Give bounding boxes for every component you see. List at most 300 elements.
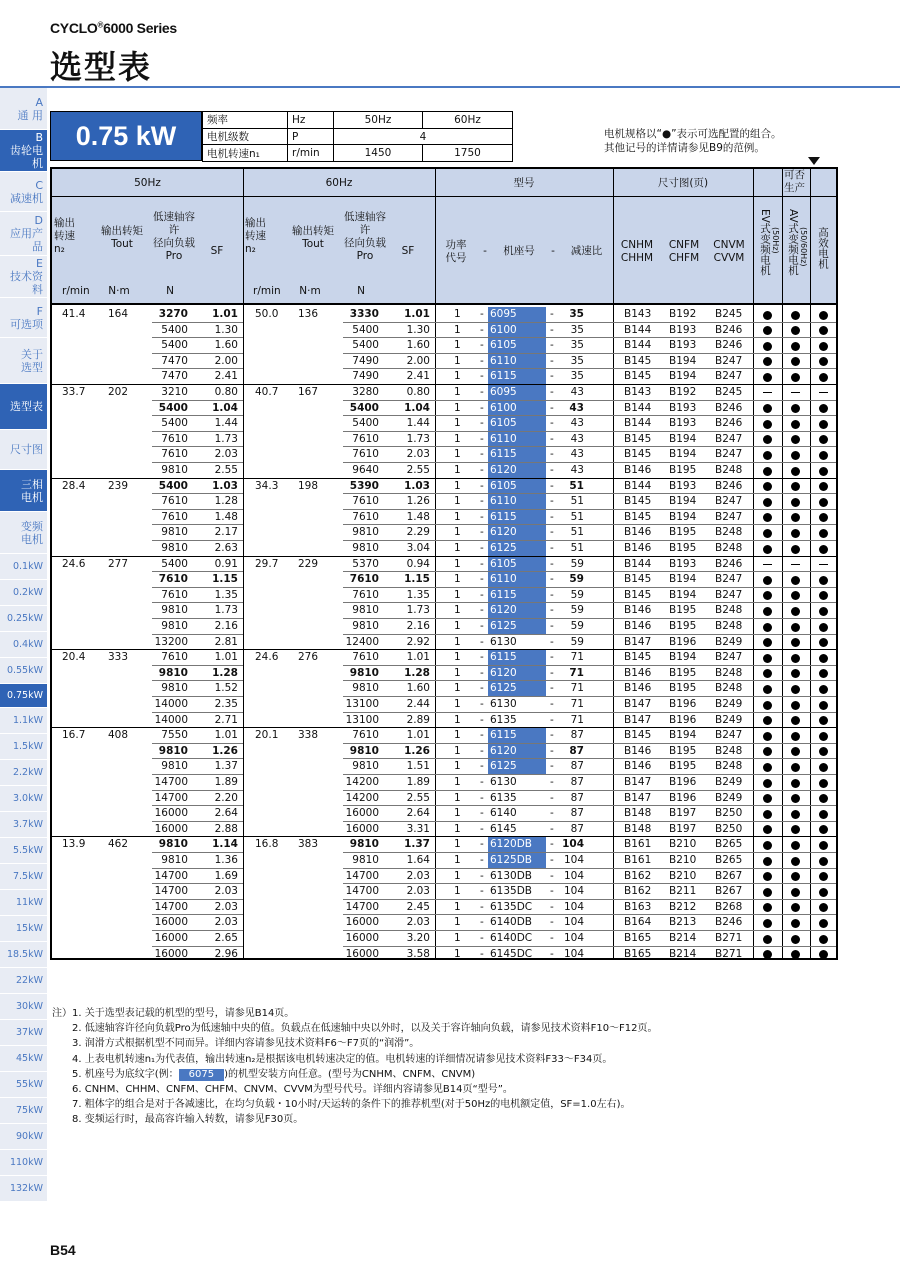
radial-load-60: 7610 (352, 588, 379, 601)
dim-page-2: B195 (669, 620, 697, 632)
availability-dot-icon (791, 482, 800, 491)
sidebar-item[interactable] (0, 130, 47, 172)
dash: - (480, 698, 484, 710)
availability-dot-icon (819, 888, 828, 897)
dim-page-2: B194 (669, 448, 697, 461)
sidebar-item[interactable] (0, 864, 47, 890)
availability-dot-icon (791, 623, 800, 632)
reduction-ratio: 71 (570, 651, 584, 664)
service-factor-50: 1.28 (214, 495, 238, 508)
service-factor-60: 1.04 (404, 401, 430, 414)
dash: - (480, 900, 484, 913)
dim-page-1: B147 (624, 713, 652, 726)
service-factor-50: 2.96 (214, 947, 238, 960)
dim-page-3: B247 (715, 651, 743, 664)
sidebar-item-label: 0.75kW (6, 690, 43, 701)
service-factor-60: 2.03 (406, 916, 430, 929)
header-av-sub: (50/60Hz) (799, 227, 808, 267)
power-code: 1 (454, 932, 461, 944)
dim-page-1: B162 (624, 885, 652, 898)
dim-page-3: B248 (715, 744, 743, 757)
availability-dot-icon (819, 545, 828, 554)
dim-page-1: B144 (624, 339, 652, 352)
power-code: 1 (454, 370, 461, 383)
dim-page-2: B193 (669, 557, 697, 570)
availability-dot-icon (763, 825, 772, 834)
frame-number: 6125 (490, 542, 517, 554)
dim-page-2: B212 (669, 900, 697, 913)
service-factor-60: 1.01 (406, 729, 430, 742)
header-dash: - (551, 245, 555, 257)
power-code: 1 (454, 729, 461, 742)
dim-page-3: B246 (715, 916, 743, 929)
availability-dot-icon (791, 716, 800, 725)
sidebar-item-label: F (36, 304, 43, 318)
output-torque-60: 136 (298, 308, 319, 320)
radial-load-50: 7610 (161, 448, 188, 461)
availability-dot-icon (791, 701, 800, 710)
sidebar-item[interactable] (0, 470, 47, 512)
radial-load-50: 5400 (161, 339, 188, 352)
dash: - (480, 401, 484, 414)
sidebar-item[interactable] (0, 734, 47, 760)
dash: - (550, 791, 554, 804)
power-code: 1 (454, 900, 461, 913)
service-factor-50: 1.36 (214, 854, 238, 866)
sidebar-item-label: 3.7kW (12, 819, 43, 830)
availability-dot-icon (791, 669, 800, 678)
radial-load-50: 9810 (161, 682, 188, 695)
output-torque-60: 229 (298, 557, 319, 570)
sidebar-item-label: 30kW (16, 1001, 43, 1012)
availability-dot-icon (763, 404, 772, 413)
service-factor-60: 1.26 (406, 495, 430, 508)
dim-page-1: B143 (624, 386, 652, 398)
service-factor-60: 1.73 (406, 604, 430, 617)
reduction-ratio: 43 (569, 401, 584, 414)
availability-dot-icon (791, 888, 800, 897)
dim-page-3: B249 (715, 698, 743, 710)
dash: - (550, 370, 554, 383)
sidebar-item-label: 90kW (16, 1131, 43, 1142)
dim-page-1: B163 (624, 900, 652, 913)
service-factor-50: 1.28 (212, 666, 238, 679)
dash: - (550, 354, 554, 367)
frame-number: 6120 (490, 666, 517, 679)
radial-load-50: 16000 (154, 932, 188, 944)
sidebar-item[interactable] (0, 384, 47, 430)
sidebar-item[interactable] (0, 212, 47, 256)
availability-dot-icon (791, 872, 800, 881)
reduction-ratio: 35 (570, 370, 584, 383)
availability-dot-icon (791, 451, 800, 460)
availability-dot-icon (763, 623, 772, 632)
power-code: 1 (454, 776, 461, 788)
column-divider (810, 169, 811, 958)
dash: - (550, 542, 554, 554)
column-divider (243, 169, 244, 958)
dim-page-1: B144 (624, 401, 652, 414)
dim-page-3: B246 (715, 323, 743, 336)
dim-page-2: B195 (669, 526, 697, 539)
service-factor-60: 1.37 (404, 838, 430, 851)
dim-page-3: B248 (715, 526, 743, 539)
availability-dot-icon (763, 841, 772, 850)
radial-load-50: 14700 (154, 791, 188, 804)
service-factor-50: 0.91 (214, 557, 238, 570)
sidebar-item-label: 7.5kW (12, 871, 43, 882)
service-factor-50: 1.04 (212, 401, 238, 414)
dim-page-1: B144 (624, 417, 652, 430)
header-dim-3: CNVM CVVM (713, 239, 745, 264)
radial-load-60: 7610 (352, 448, 379, 461)
availability-dot-icon (819, 685, 828, 694)
availability-dot-icon (763, 638, 772, 647)
reduction-ratio: 104 (562, 838, 584, 851)
frame-number: 6120 (490, 464, 517, 476)
availability-dot-icon (819, 669, 828, 678)
output-speed-50: 16.7 (62, 729, 86, 742)
reduction-ratio: 35 (570, 339, 584, 352)
dim-page-3: B271 (715, 932, 743, 944)
dim-page-3: B249 (715, 713, 743, 726)
sidebar-item[interactable] (0, 684, 47, 708)
availability-dot-icon (763, 576, 772, 585)
dim-page-1: B146 (624, 604, 652, 617)
availability-dot-icon (791, 794, 800, 803)
dim-page-1: B146 (624, 666, 652, 679)
frame-number: 6125 (490, 682, 517, 695)
reduction-ratio: 35 (570, 323, 584, 336)
dash: - (480, 542, 484, 554)
sidebar-item[interactable] (0, 1046, 47, 1072)
output-speed-50: 20.4 (62, 651, 86, 664)
dash: - (550, 885, 554, 898)
radial-load-50: 14000 (154, 713, 188, 726)
availability-dot-icon (763, 888, 772, 897)
sidebar-item[interactable] (0, 256, 47, 298)
sidebar-item[interactable] (0, 1176, 47, 1202)
availability-dot-icon (791, 919, 800, 928)
service-factor-60: 1.44 (406, 417, 430, 430)
sidebar-item[interactable] (0, 786, 47, 812)
availability-dot-icon (819, 732, 828, 741)
radial-load-50: 7610 (161, 510, 188, 523)
dash: - (480, 947, 484, 960)
availability-dot-icon (763, 763, 772, 772)
dim-page-3: B249 (715, 635, 743, 648)
header-av: AV式变频电机 (787, 209, 799, 276)
sidebar-item[interactable] (0, 1150, 47, 1176)
symbol-note: 电机规格以“●”表示可选配置的组合。 其他记号的详情请参见B9的范例。 (604, 128, 782, 154)
availability-dot-icon (819, 591, 828, 600)
radial-load-50: 14000 (154, 698, 188, 710)
service-factor-60: 2.45 (406, 900, 430, 913)
note-item: 4. 上表电机转速n₁为代表值，输出转速n₂是根据该电机转速决定的值。电机转速的详细情况请参见技术资料F33～F34页。 (72, 1053, 613, 1065)
dim-page-1: B146 (624, 682, 652, 695)
dash: - (480, 495, 484, 508)
dim-page-3: B248 (715, 682, 743, 695)
dash: - (550, 479, 554, 492)
dim-page-2: B195 (669, 760, 697, 773)
dim-page-1: B147 (624, 776, 652, 788)
dash: - (480, 807, 484, 820)
availability-dot-icon (819, 794, 828, 803)
radial-load-50: 3270 (158, 308, 188, 320)
dim-page-2: B196 (669, 698, 697, 710)
dim-page-1: B148 (624, 822, 652, 835)
service-factor-50: 1.44 (214, 417, 238, 430)
frame-number: 6115 (490, 651, 517, 664)
dash: - (480, 729, 484, 742)
reduction-ratio: 87 (570, 807, 584, 820)
availability-dot-icon (763, 513, 772, 522)
radial-load-60: 9810 (352, 542, 379, 554)
dash: - (480, 682, 484, 695)
frame-number: 6100 (490, 323, 517, 336)
radial-load-60: 7490 (352, 370, 379, 383)
dash: - (550, 776, 554, 788)
availability-dot-icon (763, 607, 772, 616)
frame-number: 6120 (490, 604, 517, 617)
sidebar-item[interactable] (0, 172, 47, 212)
service-factor-50: 0.80 (214, 386, 238, 398)
availability-dot-icon (763, 482, 772, 491)
radial-load-60: 7610 (352, 495, 379, 508)
service-factor-50: 2.17 (214, 526, 238, 539)
sidebar-item[interactable] (0, 1098, 47, 1124)
sidebar-item[interactable] (0, 708, 47, 734)
availability-dot-icon (819, 747, 828, 756)
service-factor-60: 2.89 (406, 713, 430, 726)
dim-page-1: B146 (624, 620, 652, 632)
sidebar-item[interactable] (0, 298, 47, 338)
radial-load-50: 5400 (161, 417, 188, 430)
radial-load-50: 9810 (161, 760, 188, 773)
sidebar-item[interactable] (0, 1124, 47, 1150)
sidebar-item[interactable] (0, 606, 47, 632)
availability-dot-icon (819, 607, 828, 616)
radial-load-50: 7470 (161, 354, 188, 367)
availability-dot-icon (791, 607, 800, 616)
notes: 注） 1. 关于选型表记载的机型的型号，请参见B14页。 2. 低速轴容许径向负载Pro为低速轴中央的值。负载点在低速轴中央以外时，以及关于容许轴向负载，请参见技术资料F10～F12页。 3. 润滑方式根据机型不同而异。详细内容请参见技术资料F6～F7页的“润滑”。 4. 上表电机转速n₁为代表值，输出转速n₂是根据该电机转速决定的值。电机转速的详细情况请参见技术资料F33～F34页。 5. 机座号为底纹字(例： 6075 )的机型安装方向任意。(型号为CNHM、CNFM、CNVM) 6. CNHM、CHHM、CNFM、CHFM、CNVM、CVVM为型号代号。详细内容请参见B14页“型号”。 7. 粗体字的组合是对于各减速比，在均匀负载・10小时/天运转的条件下的推荐机型(对于50Hz的电机额定值，SF=1.0左右)。 8. 变频运行时，最高容许输入转数，请参见F30页。 (52, 1006, 658, 1128)
service-factor-60: 1.01 (404, 308, 430, 320)
sidebar-item[interactable] (0, 580, 47, 606)
output-torque-50: 239 (108, 479, 129, 492)
availability-dot-icon (763, 779, 772, 788)
service-factor-50: 2.00 (214, 354, 238, 367)
sidebar-item[interactable] (0, 338, 47, 384)
sidebar-item[interactable] (0, 942, 47, 968)
frame-number: 6115 (490, 510, 517, 523)
reduction-ratio: 43 (570, 464, 584, 476)
radial-load-60: 16000 (345, 932, 379, 944)
dim-page-2: B195 (669, 682, 697, 695)
header-rule (0, 86, 900, 88)
service-factor-60: 1.15 (404, 573, 430, 586)
frame-number: 6135 (490, 713, 517, 726)
power-code: 1 (454, 495, 461, 508)
dash: - (550, 744, 554, 757)
unit-speed: r/min (253, 285, 281, 297)
radial-load-60: 5400 (352, 323, 379, 336)
power-code: 1 (454, 354, 461, 367)
output-torque-60: 276 (298, 651, 319, 664)
dash: - (480, 464, 484, 476)
service-factor-50: 1.01 (212, 308, 238, 320)
frame-number: 6095 (490, 308, 517, 320)
sidebar-item[interactable] (0, 658, 47, 684)
sidebar-item[interactable] (0, 812, 47, 838)
sidebar-item[interactable] (0, 1072, 47, 1098)
dim-page-3: B271 (715, 947, 743, 960)
reduction-ratio: 104 (563, 885, 584, 898)
sidebar-item[interactable] (0, 838, 47, 864)
service-factor-50: 2.03 (214, 448, 238, 461)
sidebar-item[interactable] (0, 512, 47, 554)
availability-dash-icon (763, 392, 772, 393)
sidebar-item-label: 0.55kW (6, 665, 43, 676)
radial-load-50: 9810 (161, 620, 188, 632)
header-ev-sub: (50Hz) (771, 227, 780, 254)
radial-load-60: 3330 (349, 308, 379, 320)
sidebar-item[interactable] (0, 916, 47, 942)
frame-number: 6135 (490, 791, 517, 804)
service-factor-60: 0.80 (406, 386, 430, 398)
radial-load-50: 9810 (161, 542, 188, 554)
sidebar-item-label: D (34, 214, 43, 227)
radial-load-50: 5400 (161, 323, 188, 336)
frame-number: 6100 (490, 401, 517, 414)
service-factor-60: 3.20 (406, 932, 430, 944)
sidebar-item[interactable] (0, 430, 47, 470)
dim-page-2: B194 (669, 495, 697, 508)
unit-torque: N·m (299, 285, 321, 297)
availability-dot-icon (791, 747, 800, 756)
service-factor-50: 1.26 (212, 744, 238, 757)
output-torque-50: 164 (108, 308, 129, 320)
header-power-code: 功率 代号 (445, 239, 467, 264)
dash: - (550, 401, 554, 414)
dim-page-3: B246 (715, 557, 743, 570)
reduction-ratio: 59 (570, 604, 584, 617)
output-speed-60: 20.1 (255, 729, 279, 742)
dim-page-3: B247 (715, 729, 743, 742)
radial-load-60: 14700 (345, 869, 379, 882)
header-ev: EV式变频电机 (759, 209, 771, 276)
dim-page-3: B248 (715, 666, 743, 679)
sidebar-item[interactable] (0, 968, 47, 994)
service-factor-50: 1.15 (212, 573, 238, 586)
note-item: 3. 润滑方式根据机型不同而异。详细内容请参见技术资料F6～F7页的“润滑”。 (72, 1038, 420, 1050)
service-factor-50: 2.88 (214, 822, 238, 835)
radial-load-50: 7610 (161, 432, 188, 445)
radial-load-50: 9810 (161, 604, 188, 617)
dash: - (550, 557, 554, 570)
reduction-ratio: 51 (570, 495, 584, 508)
dash: - (550, 526, 554, 539)
dash: - (550, 900, 554, 913)
sidebar-item-label: C (35, 178, 43, 192)
frame-number: 6125 (490, 620, 517, 632)
dim-page-2: B194 (669, 588, 697, 601)
sidebar-item[interactable] (0, 890, 47, 916)
reduction-ratio: 59 (570, 588, 584, 601)
availability-dash-icon (791, 392, 800, 393)
sidebar-item-label: 关于 (21, 347, 43, 361)
reduction-ratio: 59 (570, 557, 584, 570)
sidebar-item-label: 选型表 (10, 400, 43, 413)
availability-dot-icon (819, 903, 828, 912)
power-code: 1 (454, 526, 461, 539)
service-factor-60: 3.58 (406, 947, 430, 960)
reduction-ratio: 104 (563, 854, 584, 866)
availability-dot-icon (763, 716, 772, 725)
dim-page-1: B145 (624, 729, 652, 742)
dim-page-2: B194 (669, 573, 697, 586)
frame-number: 6145DC (490, 947, 533, 960)
sidebar-item[interactable] (0, 994, 47, 1020)
sidebar-item-label: 75kW (16, 1105, 43, 1116)
reduction-ratio: 71 (570, 713, 584, 726)
power-code: 1 (454, 464, 461, 476)
sidebar-item[interactable] (0, 88, 47, 130)
reduction-ratio: 87 (570, 791, 584, 804)
sidebar-item-label: A (35, 95, 43, 109)
radial-load-50: 7610 (158, 573, 188, 586)
frame-number: 6130 (490, 698, 517, 710)
service-factor-60: 1.35 (406, 588, 430, 601)
sidebar-item[interactable] (0, 632, 47, 658)
availability-dot-icon (791, 779, 800, 788)
reduction-ratio: 43 (570, 448, 584, 461)
header-divider (753, 196, 836, 197)
note-item: 2. 低速轴容许径向负载Pro为低速轴中央的值。负载点在低速轴中央以外时，以及关于容许轴向负载，请参见技术资料F10～F12页。 (72, 1023, 658, 1035)
output-speed-60: 16.8 (255, 838, 279, 851)
dim-page-3: B265 (715, 838, 743, 851)
radial-load-50: 7550 (161, 729, 188, 742)
frame-number: 6135DB (490, 885, 533, 898)
dim-page-3: B249 (715, 791, 743, 804)
dash: - (480, 432, 484, 445)
service-factor-60: 2.29 (406, 526, 430, 539)
power-code: 1 (454, 401, 461, 414)
availability-dot-icon (819, 779, 828, 788)
dash: - (550, 308, 554, 320)
output-torque-50: 202 (108, 386, 129, 398)
availability-dot-icon (819, 311, 828, 320)
power-code: 1 (454, 854, 461, 866)
radial-load-60: 5390 (349, 479, 379, 492)
sidebar-item[interactable] (0, 1020, 47, 1046)
header-speed: 输出 转速 n₂ (54, 217, 75, 255)
sidebar-item[interactable] (0, 554, 47, 580)
dim-page-3: B248 (715, 760, 743, 773)
dim-page-1: B165 (624, 947, 652, 960)
power-code: 1 (454, 698, 461, 710)
dim-page-3: B246 (715, 479, 743, 492)
sidebar-item[interactable] (0, 760, 47, 786)
header-rule-bottom (52, 303, 836, 305)
power-code: 1 (454, 557, 461, 570)
dim-page-3: B248 (715, 542, 743, 554)
availability-dot-icon (763, 373, 772, 382)
availability-dot-icon (791, 498, 800, 507)
dim-page-1: B148 (624, 807, 652, 820)
availability-dot-icon (763, 451, 772, 460)
radial-load-50: 16000 (154, 916, 188, 929)
dash: - (480, 339, 484, 352)
